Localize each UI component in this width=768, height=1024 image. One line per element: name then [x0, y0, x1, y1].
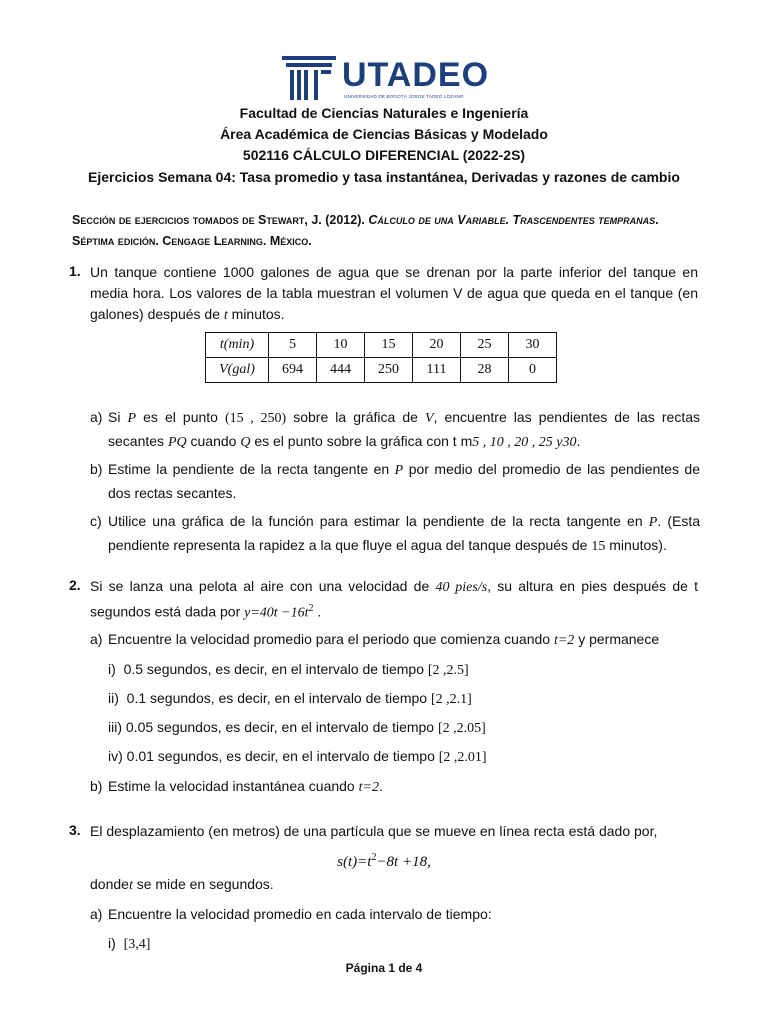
page-number: Página 1 de 4 — [345, 961, 423, 975]
section-source-line1: Sección de ejercicios tomados de Stewart, J. (2012). Cálculo de una Variable. Trascendentes tempranas. — [72, 213, 659, 227]
logo-mark-icon — [280, 54, 338, 102]
table-cell: 0 — [509, 358, 557, 383]
problem-3a-i: i) [3,4] — [108, 935, 151, 952]
table-cell: 111 — [413, 358, 461, 383]
problem-1-number: 1. — [69, 263, 81, 279]
problem-1-statement: Un tanque contiene 1000 galones de agua que se drenan por la parte inferior del tanque en media hora. Los valores de la tabla muestran el volumen V de agua que queda en el tanque (en galones) después de t minutos. — [90, 264, 698, 323]
table-cell: 25 — [461, 333, 509, 358]
department-title: Área Académica de Ciencias Básicas y Modelado — [220, 126, 548, 142]
problem-3-statement: El desplazamiento (en metros) de una partícula que se mueve en línea recta está dado por, — [90, 823, 658, 839]
problem-2-number: 2. — [69, 577, 81, 593]
table-cell: 444 — [317, 358, 365, 383]
problem-2a-ii: ii) 0.1 segundos, es decir, en el intervalo de tiempo [2 ,2.1] — [108, 690, 472, 707]
table-cell: 10 — [317, 333, 365, 358]
table-cell: 5 — [269, 333, 317, 358]
table-cell: 15 — [365, 333, 413, 358]
table-cell: 250 — [365, 358, 413, 383]
displacement-equation: $s(t)=t^2-8t +18$, — [337, 852, 431, 870]
table-header-volume: V(gal) — [206, 358, 269, 383]
problem-3-number: 3. — [69, 822, 81, 838]
table-row — [206, 333, 557, 358]
logo-tagline: UNIVERSIDAD DE BOGOTÁ JORGE TADEO LOZANO — [344, 94, 464, 99]
table-cell: 694 — [269, 358, 317, 383]
course-title: 502116 CÁLCULO DIFERENCIAL (2022-2S) — [242, 147, 526, 163]
logo-wordmark: UTADEO — [342, 56, 490, 94]
faculty-title: Facultad de Ciencias Naturales e Ingeniería — [239, 105, 529, 121]
problem-2a-iii: iii) 0.05 segundos, es decir, en el intervalo de tiempo [2 ,2.05] — [108, 719, 486, 736]
table-cell: 20 — [413, 333, 461, 358]
university-logo — [280, 54, 490, 102]
table-row — [206, 358, 557, 383]
problem-2a-iv: iv) 0.01 segundos, es decir, en el intervalo de tiempo [2 ,2.01] — [108, 748, 487, 765]
table-cell: 28 — [461, 358, 509, 383]
table-header-time: t(min) — [206, 333, 269, 358]
problem-2a-i: i) 0.5 segundos, es decir, en el intervalo de tiempo [2 ,2.5] — [108, 661, 469, 678]
problem-3-units: dondet se mide en segundos. — [90, 876, 274, 893]
volume-table — [205, 332, 557, 383]
section-source-line2: Séptima edición. Cengage Learning. México. — [72, 234, 312, 248]
problem-2-statement: Si se lanza una pelota al aire con una velocidad de 40 pies/s, su altura en pies después de t segundos está dada por $y=40t -16t^2$ . — [90, 578, 699, 621]
table-cell: 30 — [509, 333, 557, 358]
worksheet-title: Ejercicios Semana 04: Tasa promedio y tasa instantánea, Derivadas y razones de cambio — [88, 169, 680, 185]
